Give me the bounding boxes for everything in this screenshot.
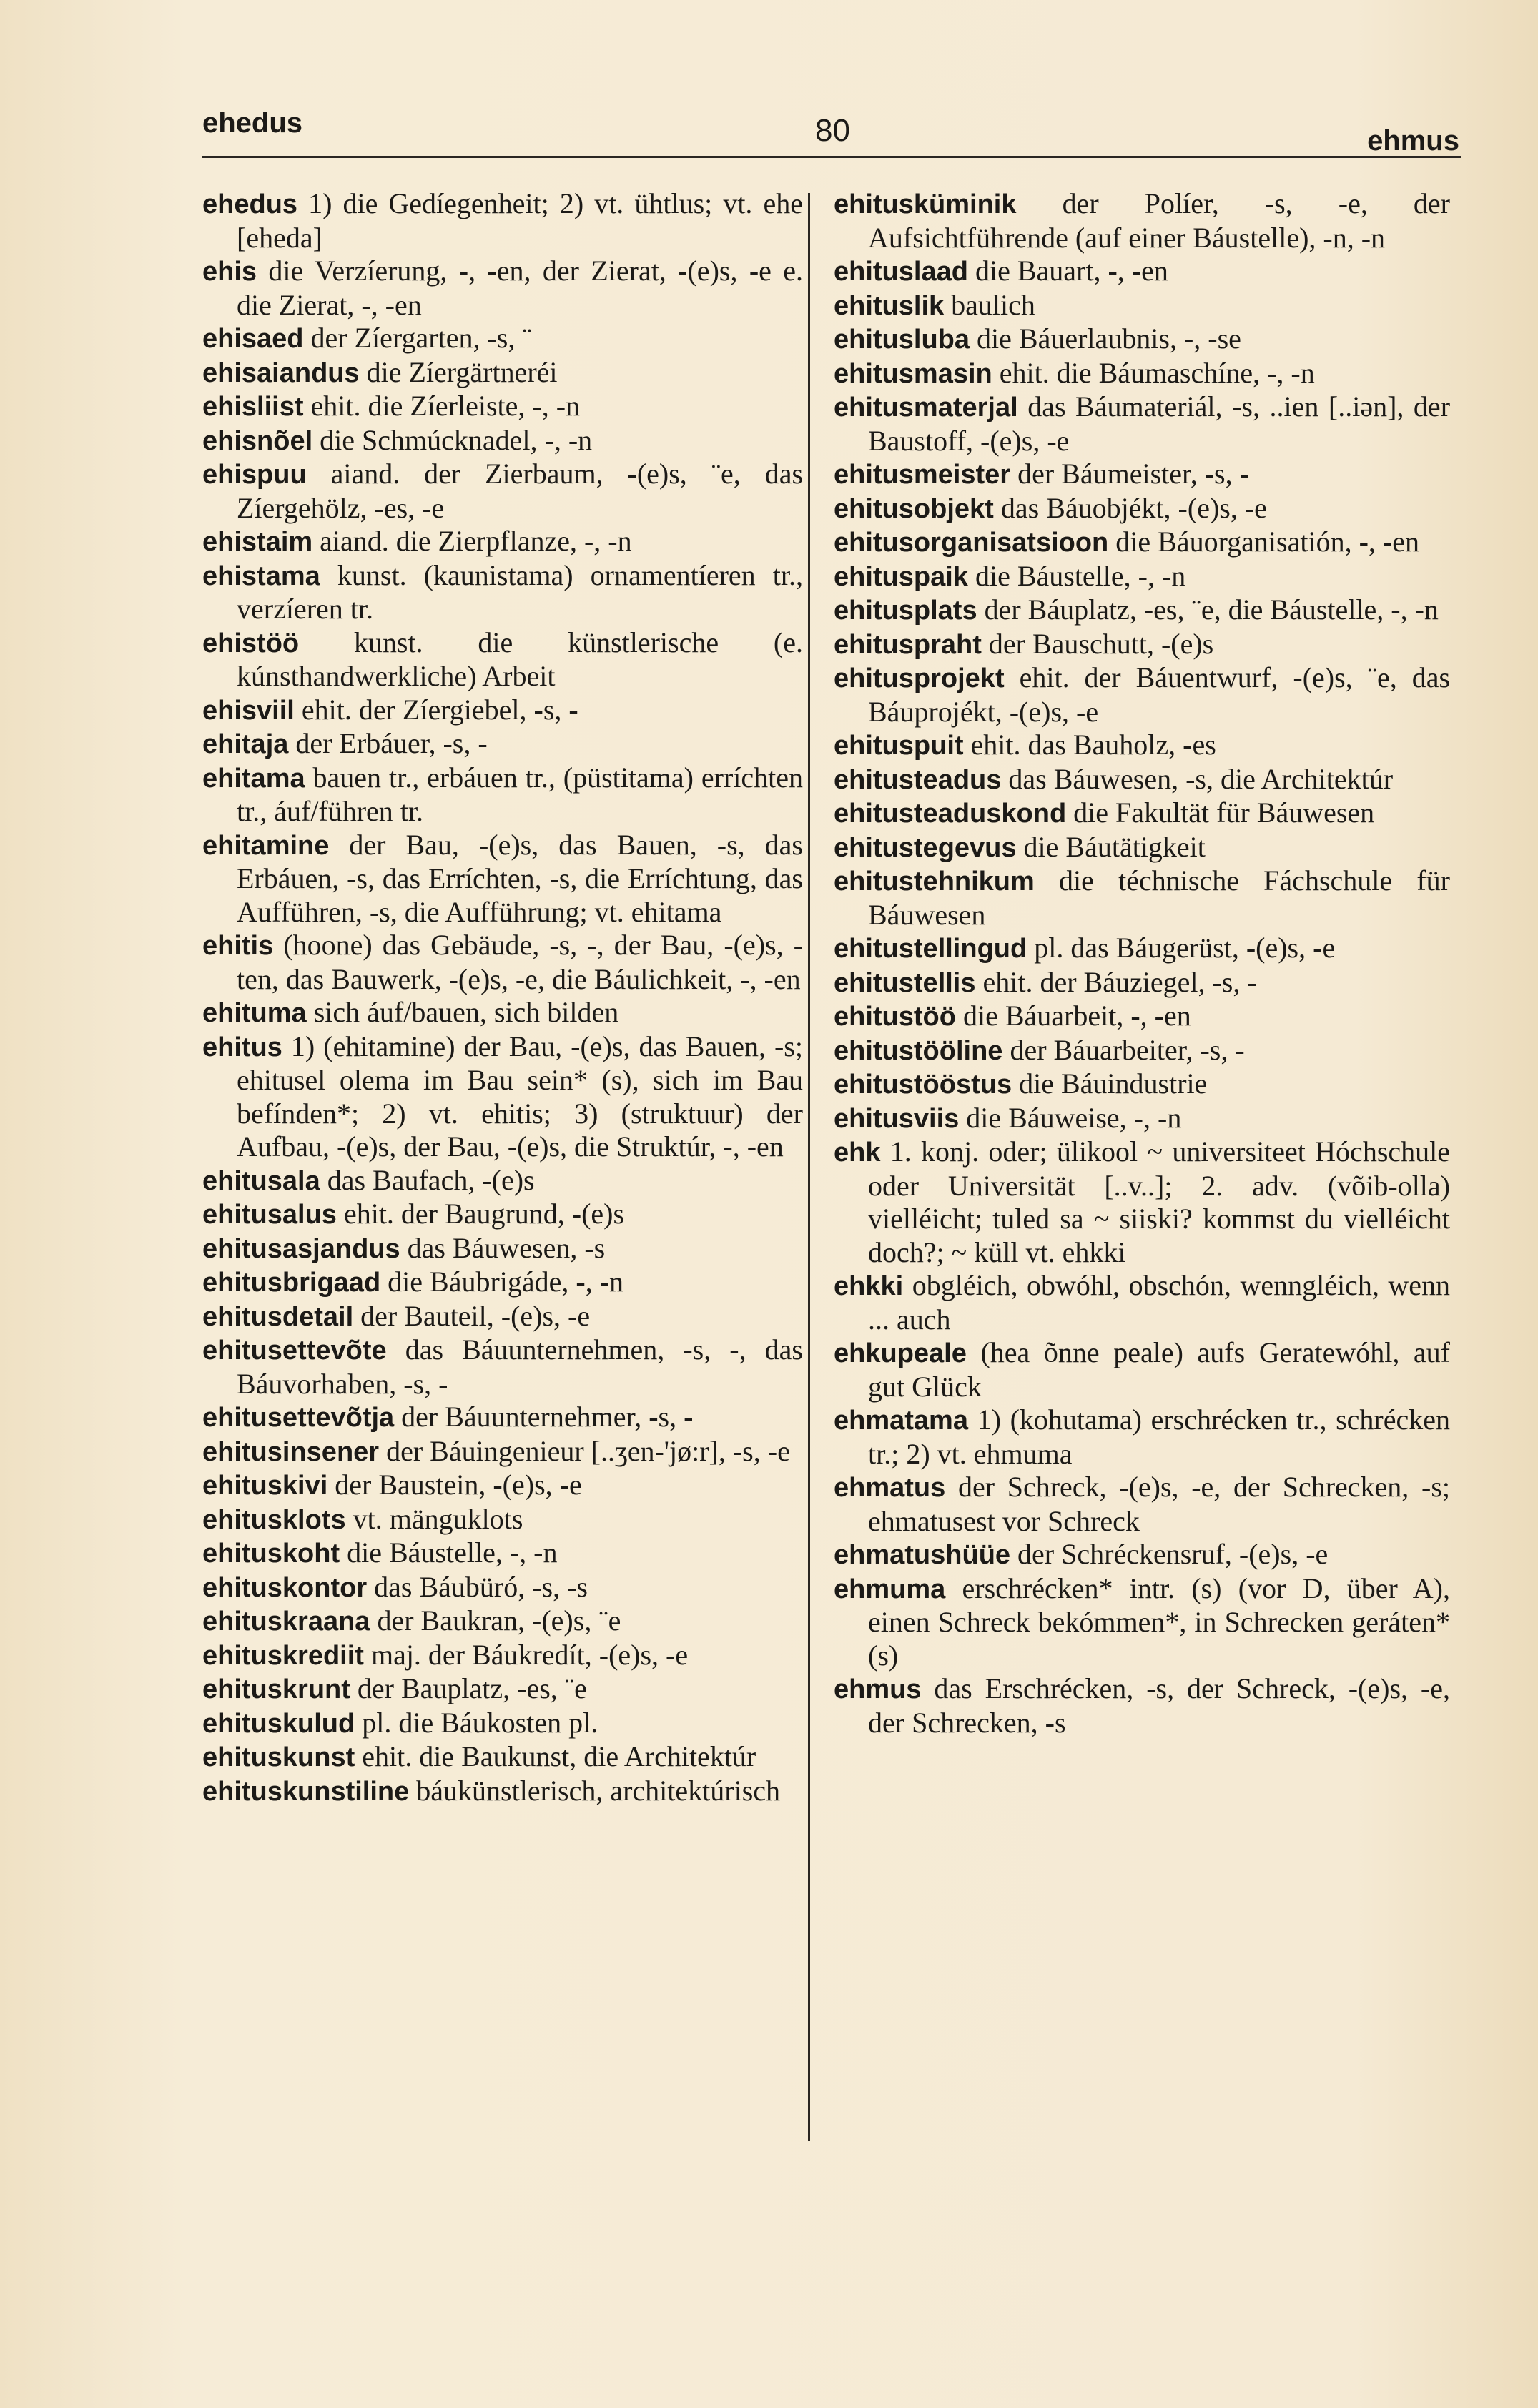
headword: ehitustellis <box>834 967 976 998</box>
headword: ehitusklots <box>202 1504 346 1535</box>
definition: die Báuerlaubnis, -, -se <box>977 322 1241 355</box>
dictionary-entry <box>834 1034 1450 1068</box>
dictionary-entry <box>834 1102 1450 1136</box>
headword: ehmatama <box>834 1406 968 1436</box>
headword: ehitis <box>202 931 274 961</box>
headword: ehituskivi <box>202 1471 328 1501</box>
dictionary-entry <box>202 1536 803 1571</box>
headword: ehituspaik <box>834 561 968 592</box>
headword: ehmuma <box>834 1574 946 1604</box>
definition: die Báuarbeit, -, -en <box>962 1000 1191 1032</box>
headword: ehituskulud <box>202 1708 355 1739</box>
headword: ehitama <box>202 763 305 794</box>
dictionary-entry <box>834 1135 1450 1269</box>
dictionary-entry <box>834 796 1450 831</box>
definition: kunst. die künstlerische (e. kúnsthandwerkliche) Arbeit <box>237 626 803 692</box>
headword: ehkupeale <box>834 1338 967 1368</box>
definition: die Báuorganisatión, -, -en <box>1115 525 1419 558</box>
definition: maj. der Báukredít, -(e)s, -e <box>370 1638 689 1671</box>
dictionary-entry <box>834 661 1450 729</box>
headword: ehmatus <box>834 1473 946 1503</box>
definition: die téchnische Fáchschule für Báuwesen <box>868 864 1450 931</box>
definition: der Báuingenieur [..ʒen-'jø:r], -s, -e <box>386 1434 790 1467</box>
headword: ehis <box>202 257 257 287</box>
headword: ehispuu <box>202 460 307 490</box>
definition: der Políer, -s, -e, der Aufsichtführende (auf einer Báustelle), -n, -n <box>868 187 1450 254</box>
definition: báukünstlerisch, architektúrisch <box>416 1774 781 1807</box>
headword: ehitusmasin <box>834 358 992 389</box>
left-column <box>202 187 803 2146</box>
dictionary-entry <box>202 626 803 694</box>
definition: bauen tr., erbáuen tr., (püstitama) erríchten tr., áuf/führen tr. <box>237 761 803 827</box>
dictionary-entry <box>834 289 1450 323</box>
dictionary-entry <box>202 1265 803 1300</box>
dictionary-entry <box>834 560 1450 594</box>
definition: ehit. der Zíergiebel, -s, - <box>301 693 578 726</box>
definition: (hea õnne peale) aufs Geratewóhl, auf gut Glück <box>868 1336 1450 1403</box>
definition: ehit. der Báuentwurf, -(e)s, ¨e, das Báuprojékt, -(e)s, -e <box>868 661 1450 728</box>
definition: (hoone) das Gebäude, -s, -, der Bau, -(e)s, -ten, das Bauwerk, -(e)s, -e, die Báulichkeit, -, -en <box>237 929 803 995</box>
dictionary-entry <box>202 1740 803 1775</box>
headword: ehitus <box>202 1032 282 1062</box>
definition: die Fakultät für Báuwesen <box>1073 796 1375 829</box>
dictionary-entry <box>834 1538 1450 1572</box>
headword: ehituspraht <box>834 629 982 660</box>
headword: ehitusbrigaad <box>202 1268 381 1298</box>
headword: ehitusdetail <box>202 1301 354 1332</box>
definition: die Báustelle, -, -n <box>347 1536 558 1569</box>
dictionary-entry <box>202 1604 803 1639</box>
dictionary-entry <box>202 929 803 996</box>
headword: ehitustellingud <box>834 934 1027 964</box>
definition: der Baukran, -(e)s, ¨e <box>377 1604 621 1637</box>
definition: ehit. der Baugrund, -(e)s <box>343 1198 625 1230</box>
definition: die Báustelle, -, -n <box>975 559 1186 592</box>
definition: aiand. der Zierbaum, -(e)s, ¨e, das Zíergehölz, -es, -e <box>237 458 803 524</box>
dictionary-entry <box>202 996 803 1030</box>
definition: der Báuarbeiter, -s, - <box>1010 1033 1245 1066</box>
headword: ehitusasjandus <box>202 1233 400 1264</box>
headword: ehituslik <box>834 290 945 321</box>
dictionary-entry <box>834 458 1450 492</box>
headword: ehitusteaduskond <box>834 799 1067 829</box>
headword: ehituspuit <box>834 731 964 761</box>
definition: erschrécken* intr. (s) (vor D, über A), einen Schreck bekómmen*, in Schrecken geráten* (s) <box>868 1571 1450 1672</box>
headword: ehituskraana <box>202 1607 370 1637</box>
definition: das Báuwesen, -s, die Architektúr <box>1008 762 1394 795</box>
headword: ehmus <box>834 1674 922 1704</box>
dictionary-entry <box>202 1401 803 1435</box>
definition: 1) die Gedíegenheit; 2) vt. ühtlus; vt. ehe [eheda] <box>237 187 803 254</box>
definition: der Báuunternehmer, -s, - <box>401 1401 694 1433</box>
dictionary-entry <box>834 322 1450 357</box>
dictionary-entry <box>202 1707 803 1741</box>
dictionary-entry <box>834 1000 1450 1034</box>
definition: das Báumateriál, -s, ..ien [..iən], der Baustoff, -(e)s, -e <box>868 390 1450 457</box>
dictionary-entry <box>202 1639 803 1673</box>
headword: ehitusluba <box>834 325 970 355</box>
headword: ehisliist <box>202 392 304 422</box>
definition: die Báutätigkeit <box>1023 830 1206 863</box>
definition: aiand. die Zierpflanze, -, -n <box>320 525 632 557</box>
headword: ehituskrunt <box>202 1674 350 1704</box>
dictionary-entry <box>834 255 1450 289</box>
headword: ehitusettevõtja <box>202 1403 395 1433</box>
dictionary-entry <box>202 1775 803 1809</box>
right-column <box>834 187 1450 2146</box>
dictionary-entry <box>834 831 1450 865</box>
dictionary-entry <box>834 1572 1450 1673</box>
definition: der Schreck, -(e)s, -e, der Schrecken, -s; ehmatusest vor Schreck <box>868 1471 1450 1537</box>
headword: ehitusinsener <box>202 1436 380 1467</box>
dictionary-entry <box>834 729 1450 763</box>
definition: 1. konj. oder; ülikool ~ universiteet Hóchschule oder Universität [..v..]; 2. adv. (võib-olla) vielléicht; tuled sa ~ siiski? kommst du vielléicht doch?; ~ küll vt. ehkki <box>868 1135 1450 1268</box>
definition: das Báuwesen, -s <box>407 1231 606 1264</box>
dictionary-entry <box>202 1469 803 1503</box>
headword: ehitusteadus <box>834 764 1002 795</box>
headword: ehitustegevus <box>834 832 1017 863</box>
dictionary-entry <box>834 1403 1450 1471</box>
headword: ehisaed <box>202 324 304 354</box>
headword: ehistöö <box>202 628 300 658</box>
definition: das Báubüró, -s, -s <box>374 1570 588 1603</box>
headword: ehitusmeister <box>834 460 1011 490</box>
definition: das Baufach, -(e)s <box>327 1163 535 1196</box>
definition: baulich <box>951 288 1035 321</box>
headword: ehitusalus <box>202 1200 337 1230</box>
dictionary-entry <box>834 1067 1450 1102</box>
definition: der Baustein, -(e)s, -e <box>335 1469 582 1501</box>
headword: ehituskunst <box>202 1742 355 1772</box>
definition: die Verzíerung, -, -en, der Zierat, -(e)s, -e e. die Zierat, -, -en <box>237 255 803 321</box>
headword: ehisaiandus <box>202 357 360 388</box>
definition: die Báubrigáde, -, -n <box>388 1265 624 1298</box>
definition: 1) (ehitamine) der Bau, -(e)s, das Bauen, -s; ehitusel olema im Bau sein* (s), sich im Bau befínden*; 2) vt. ehitis; 3) (struktuur) der Aufbau, -(e)s, der Bau, -(e)s, die Struktúr, -, -en <box>237 1030 803 1163</box>
dictionary-entry <box>202 829 803 929</box>
dictionary-entry <box>202 322 803 356</box>
definition: der Báuplatz, -es, ¨e, die Báustelle, -, -n <box>984 593 1439 626</box>
headword: ehedus <box>202 189 298 219</box>
headword: ehitusmaterjal <box>834 393 1018 423</box>
dictionary-entry <box>834 1672 1450 1740</box>
definition: der Erbáuer, -s, - <box>295 727 488 759</box>
headword: ehitusviis <box>834 1103 960 1134</box>
headword: ehitusala <box>202 1165 320 1196</box>
headword: ehitusobjekt <box>834 493 994 524</box>
definition: das Erschrécken, -s, der Schreck, -(e)s, -e, der Schrecken, -s <box>868 1672 1450 1739</box>
headword: ehituskunstiline <box>202 1776 410 1807</box>
headword: ehitustehnikum <box>834 867 1035 897</box>
definition: 1) (kohutama) erschrécken tr., schrécken tr.; 2) vt. ehmuma <box>868 1403 1450 1470</box>
definition: das Báuobjékt, -(e)s, -e <box>1000 491 1267 524</box>
dictionary-entry <box>834 492 1450 526</box>
headword: ehituma <box>202 998 307 1028</box>
dictionary-entry <box>202 187 803 255</box>
definition: sich áuf/bauen, sich bilden <box>313 996 619 1028</box>
dictionary-entry <box>202 1571 803 1605</box>
dictionary-entry <box>202 525 803 559</box>
definition: der Zíergarten, -s, ¨ <box>310 322 532 354</box>
definition: kunst. (kaunistama) ornamentíeren tr., verzíeren tr. <box>237 558 803 625</box>
headword: ehituskoht <box>202 1539 340 1569</box>
dictionary-entry <box>834 628 1450 662</box>
definition: der Schréckensruf, -(e)s, -e <box>1017 1538 1329 1570</box>
definition: der Bauschutt, -(e)s <box>988 627 1214 660</box>
dictionary-entry <box>202 727 803 761</box>
dictionary-entry <box>202 1232 803 1266</box>
dictionary-entry <box>834 1471 1450 1538</box>
headword: ehitustööline <box>834 1035 1003 1066</box>
column-divider <box>808 193 810 2141</box>
dictionary-entry <box>834 525 1450 560</box>
definition: pl. die Báukosten pl. <box>362 1706 598 1739</box>
headword: ehmatushüüe <box>834 1540 1011 1570</box>
definition: ehit. der Báuziegel, -s, - <box>982 965 1257 998</box>
headword: ehitustööstus <box>834 1070 1012 1100</box>
definition: ehit. die Baukunst, die Architektúr <box>362 1740 756 1772</box>
definition: ehit. die Báumaschíne, -, -n <box>999 356 1315 389</box>
headword: ehitusprojekt <box>834 663 1005 694</box>
headword: ehistama <box>202 561 320 591</box>
definition: der Bau, -(e)s, das Bauen, -s, das Erbáuen, -s, das Erríchten, -s, die Erríchtung, das Aufführen, -s, die Aufführung; vt. ehitama <box>237 828 803 928</box>
headword: ehisnõel <box>202 425 313 456</box>
dictionary-entry <box>202 255 803 322</box>
dictionary-entry <box>202 356 803 390</box>
headword: ehitusorganisatsioon <box>834 528 1109 558</box>
dictionary-entry <box>202 390 803 424</box>
headword: ehitustöö <box>834 1002 956 1032</box>
headword: ehisviil <box>202 695 295 726</box>
definition: die Zíergärtneréi <box>366 355 558 388</box>
headword: ehitamine <box>202 830 330 861</box>
dictionary-entry <box>834 864 1450 932</box>
dictionary-entry <box>834 187 1450 255</box>
dictionary-entry <box>834 357 1450 391</box>
definition: der Bauplatz, -es, ¨e <box>357 1672 587 1704</box>
dictionary-entry <box>202 761 803 829</box>
running-head-right: ehmus <box>1367 125 1459 157</box>
dictionary-entry <box>202 1503 803 1537</box>
headword: ehistaim <box>202 527 313 557</box>
dictionary-entry <box>202 1300 803 1334</box>
dictionary-entry <box>834 1336 1450 1403</box>
definition: obgléich, obwóhl, obschón, wenngléich, wenn ... auch <box>868 1269 1450 1336</box>
headword: ehituskontor <box>202 1572 368 1603</box>
definition: der Bauteil, -(e)s, -e <box>360 1299 591 1332</box>
dictionary-entry <box>202 694 803 728</box>
headword: ehk <box>834 1138 881 1168</box>
dictionary-entry <box>202 559 803 626</box>
dictionary-entry <box>202 458 803 525</box>
header-rule <box>202 156 1461 158</box>
page-number: 80 <box>815 113 850 148</box>
dictionary-entry <box>202 1333 803 1401</box>
definition: vt. mänguklots <box>353 1502 523 1535</box>
definition: der Báumeister, -s, - <box>1017 458 1249 490</box>
dictionary-entry <box>202 1435 803 1469</box>
definition: pl. das Báugerüst, -(e)s, -e <box>1034 932 1336 964</box>
headword: ehitaja <box>202 729 289 759</box>
definition: ehit. die Zíerleiste, -, -n <box>310 390 581 422</box>
headword: ehitusküminik <box>834 189 1017 219</box>
definition: ehit. das Bauholz, -es <box>970 729 1216 761</box>
dictionary-entry <box>202 424 803 458</box>
dictionary-entry <box>834 763 1450 797</box>
definition: das Báuunternehmen, -s, -, das Báuvorhaben, -s, - <box>237 1333 803 1400</box>
dictionary-entry <box>834 390 1450 458</box>
headword: ehitusplats <box>834 596 977 626</box>
dictionary-entry <box>202 1030 803 1164</box>
dictionary-entry <box>202 1164 803 1198</box>
definition: die Báuindustrie <box>1019 1067 1208 1100</box>
definition: die Bauart, -, -en <box>975 255 1168 287</box>
headword: ehituslaad <box>834 257 968 287</box>
headword: ehkki <box>834 1271 904 1301</box>
dictionary-entry <box>834 932 1450 966</box>
dictionary-entry <box>202 1672 803 1707</box>
headword: ehituskrediit <box>202 1640 364 1671</box>
dictionary-entry <box>834 1269 1450 1336</box>
dictionary-entry <box>834 966 1450 1000</box>
headword: ehitusettevõte <box>202 1336 387 1366</box>
definition: die Báuweise, -, -n <box>966 1101 1182 1134</box>
dictionary-entry <box>834 593 1450 628</box>
definition: die Schmúcknadel, -, -n <box>320 423 593 456</box>
dictionary-entry <box>202 1198 803 1232</box>
running-head-left: ehedus <box>202 107 303 139</box>
